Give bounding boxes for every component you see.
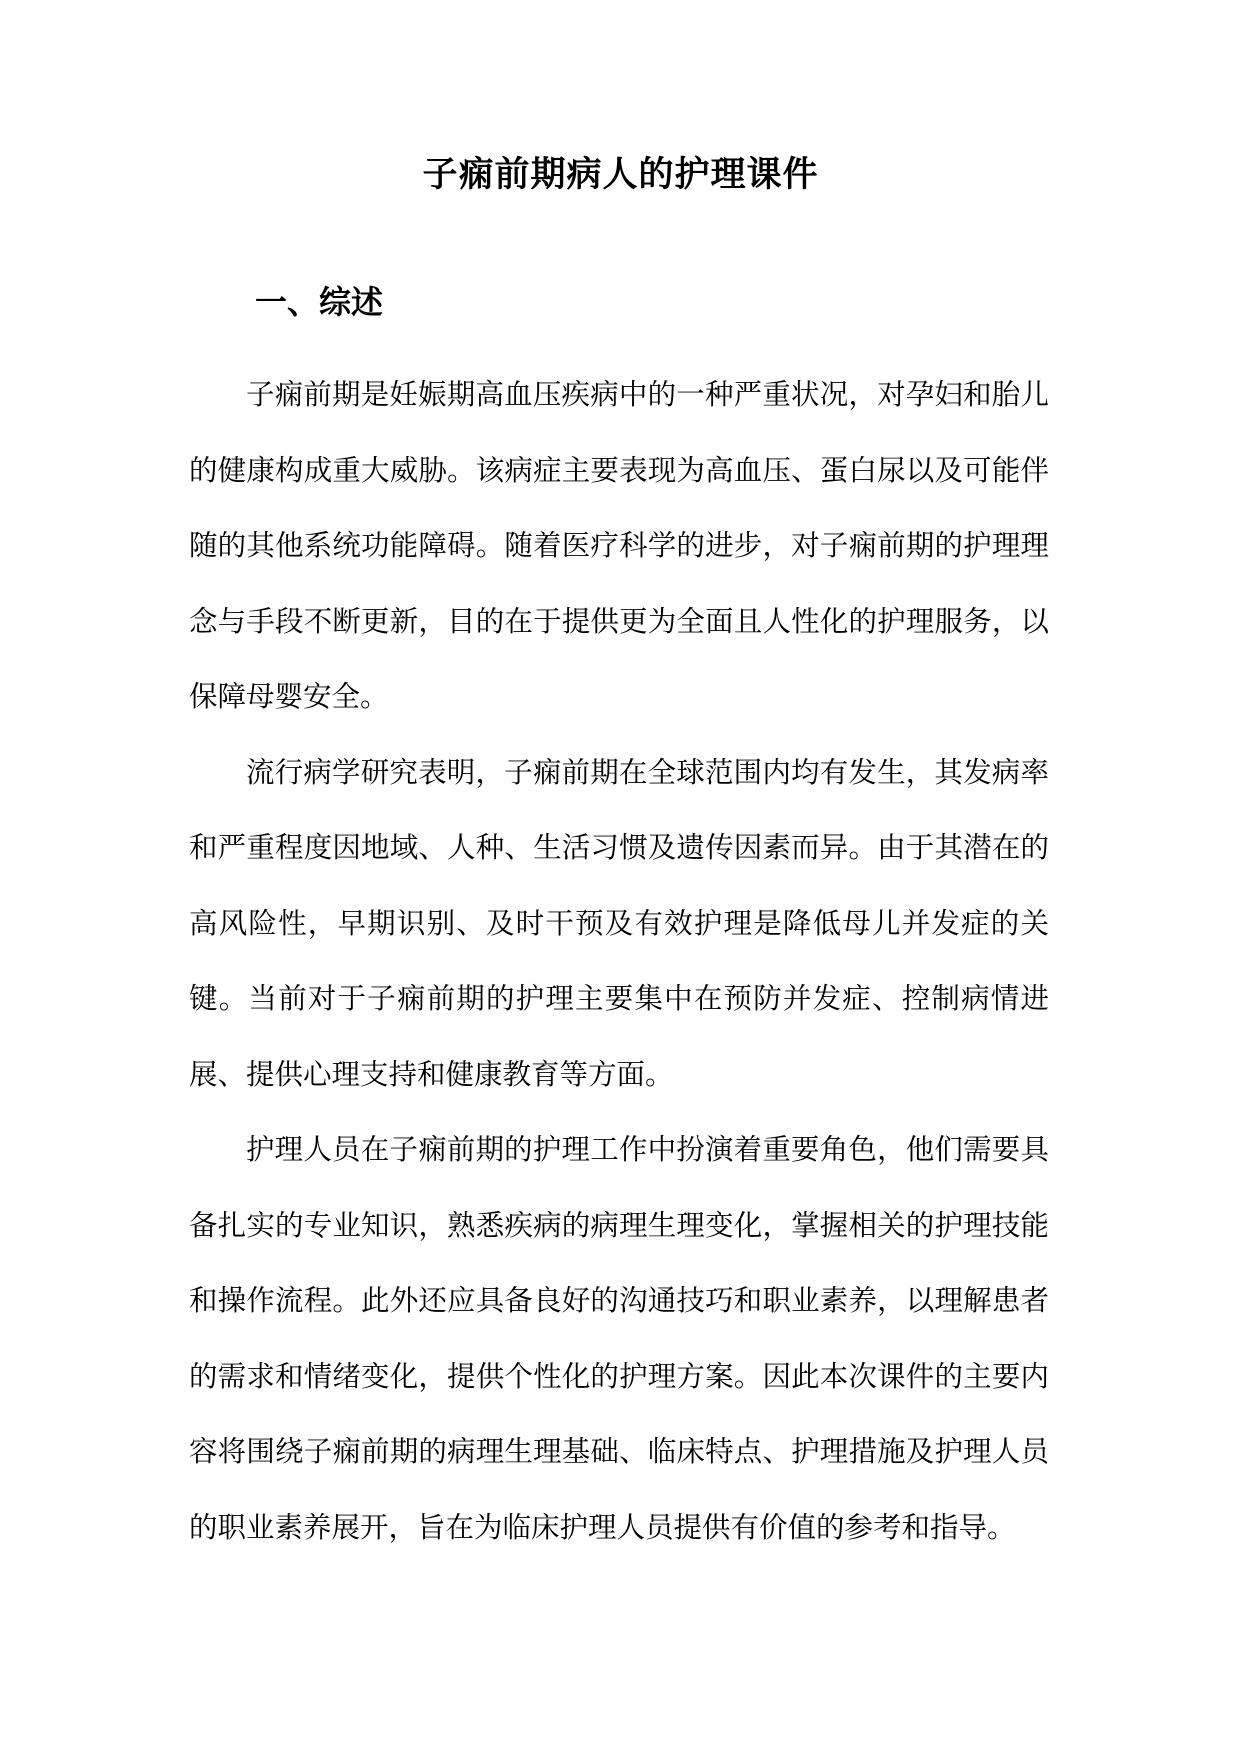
section-body [189, 357, 1049, 1565]
paragraph-2: 流行病学研究表明，子痫前期在全球范围内均有发生，其发病率和严重程度因地域、人种、生活习惯及遗传因素而异。由于其潜在的高风险性，早期识别、及时干预及有效护理是降低母儿并发症的关键。当前对于子痫前期的护理主要集中在预防并发症、控制病情进展、提供心理支持和健康教育等方面。 [189, 755, 1049, 1091]
paragraph-3: 护理人员在子痫前期的护理工作中扮演着重要角色，他们需要具备扎实的专业知识，熟悉疾病的病理生理变化，掌握相关的护理技能和操作流程。此外还应具备良好的沟通技巧和职业素养，以理解患者的需求和情绪变化，提供个性化的护理方案。因此本次课件的主要内容将围绕子痫前期的病理生理基础、临床特点、护理措施及护理人员的职业素养展开，旨在为临床护理人员提供有价值的参考和指导。 [189, 1133, 1049, 1544]
section-heading-overview: 一、综述 [255, 283, 384, 321]
document-title: 子痫前期病人的护理课件 [422, 154, 819, 195]
paragraph-1: 子痫前期是妊娠期高血压疾病中的一种严重状况，对孕妇和胎儿的健康构成重大威胁。该病症主要表现为高血压、蛋白尿以及可能伴随的其他系统功能障碍。随着医疗科学的进步，对子痫前期的护理理念与手段不断更新，目的在于提供更为全面且人性化的护理服务，以保障母婴安全。 [189, 378, 1049, 713]
